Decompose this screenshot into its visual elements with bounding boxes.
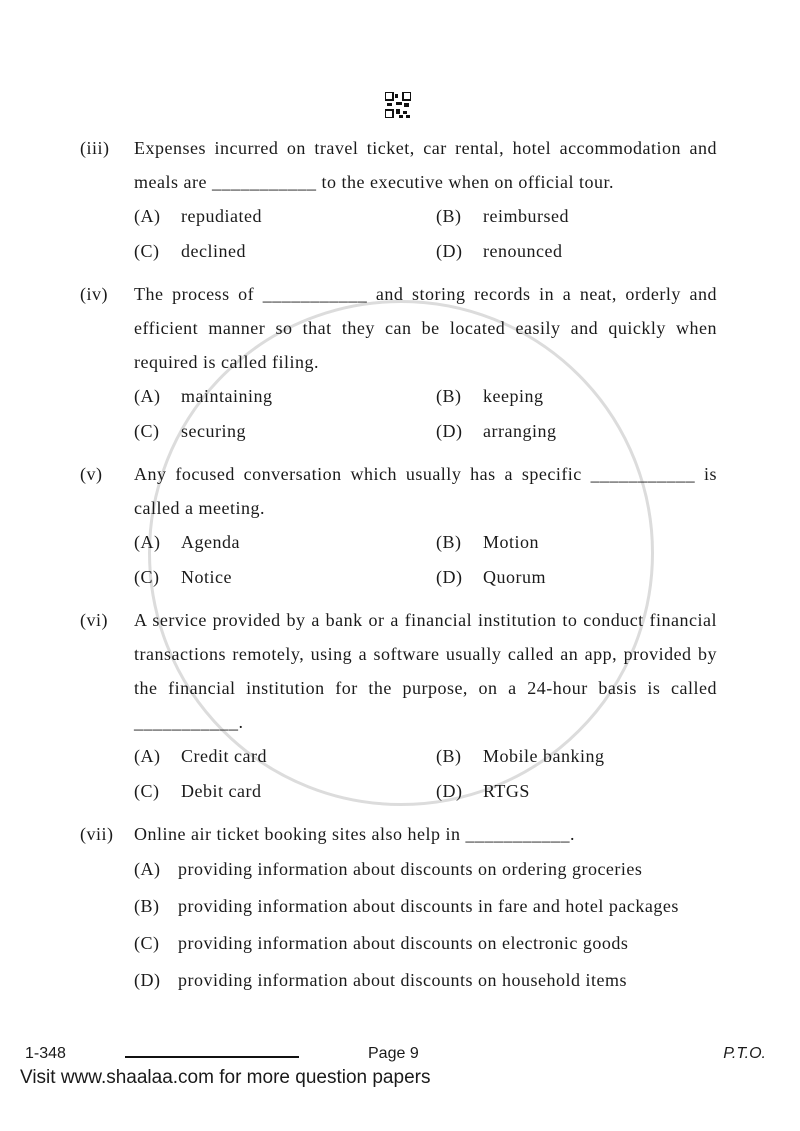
option-text: Credit card (181, 746, 267, 766)
footer-divider (125, 1056, 299, 1058)
option-label: (A) (134, 746, 161, 766)
paper-code: 1-348 (25, 1045, 66, 1062)
option-label: (C) (134, 421, 160, 441)
question-number: (v) (80, 464, 103, 484)
question-text: Expenses incurred on travel ticket, car rental, hotel accommodation and meals are ___________ to the executive when on official tour. (134, 138, 717, 192)
option-label: (B) (436, 746, 462, 766)
question-block (80, 817, 717, 999)
option-text: securing (181, 421, 246, 441)
question-number: (vii) (80, 824, 114, 844)
option-text: maintaining (181, 386, 273, 406)
option-text: reimbursed (483, 206, 569, 226)
option-text: providing information about discounts on electronic goods (178, 933, 629, 953)
option-text: repudiated (181, 206, 262, 226)
question-number: (vi) (80, 610, 108, 630)
page-number: Page 9 (368, 1045, 419, 1062)
option-text: Notice (181, 567, 232, 587)
option-text: renounced (483, 241, 563, 261)
question-text: A service provided by a bank or a financial institution to conduct financial transactions remotely, using a software usually called an app, provided by the financial institution for the purpose, on a 24-hour basis is called ___________. (134, 610, 717, 732)
question-block (80, 603, 717, 809)
option-text: Mobile banking (483, 746, 605, 766)
option-label: (C) (134, 781, 160, 801)
question-block (80, 277, 717, 449)
qr-code-icon (385, 92, 411, 118)
option-label: (D) (134, 970, 161, 990)
option-text: arranging (483, 421, 557, 441)
option-text: providing information about discounts on household items (178, 970, 627, 990)
option-text: providing information about discounts on ordering groceries (178, 859, 643, 879)
option-label: (D) (436, 567, 463, 587)
option-label: (B) (134, 896, 160, 916)
option-label: (D) (436, 421, 463, 441)
option-text: providing information about discounts in fare and hotel packages (178, 896, 679, 916)
option-label: (B) (436, 386, 462, 406)
questions-list (80, 131, 717, 1007)
option-text: Agenda (181, 532, 240, 552)
question-text: Any focused conversation which usually has a specific ___________ is called a meeting. (134, 464, 717, 518)
question-number: (iii) (80, 138, 110, 158)
option-text: keeping (483, 386, 544, 406)
question-text: The process of ___________ and storing records in a neat, orderly and efficient manner so that they can be located easily and quickly when required is called filing. (134, 284, 717, 372)
option-text: Quorum (483, 567, 546, 587)
option-label: (A) (134, 206, 161, 226)
question-number: (iv) (80, 284, 108, 304)
option-label: (A) (134, 532, 161, 552)
question-text: Online air ticket booking sites also help in ___________. (134, 824, 575, 844)
pto-label: P.T.O. (723, 1045, 766, 1062)
option-text: declined (181, 241, 246, 261)
question-block (80, 131, 717, 269)
option-label: (C) (134, 567, 160, 587)
option-label: (B) (436, 206, 462, 226)
option-label: (D) (436, 781, 463, 801)
question-block (80, 457, 717, 595)
option-label: (B) (436, 532, 462, 552)
visit-link[interactable]: Visit www.shaalaa.com for more question papers (20, 1067, 431, 1088)
option-text: Motion (483, 532, 540, 552)
option-label: (A) (134, 859, 161, 879)
option-text: RTGS (483, 781, 530, 801)
option-label: (C) (134, 241, 160, 261)
option-label: (C) (134, 933, 160, 953)
option-label: (A) (134, 386, 161, 406)
option-label: (D) (436, 241, 463, 261)
option-text: Debit card (181, 781, 262, 801)
